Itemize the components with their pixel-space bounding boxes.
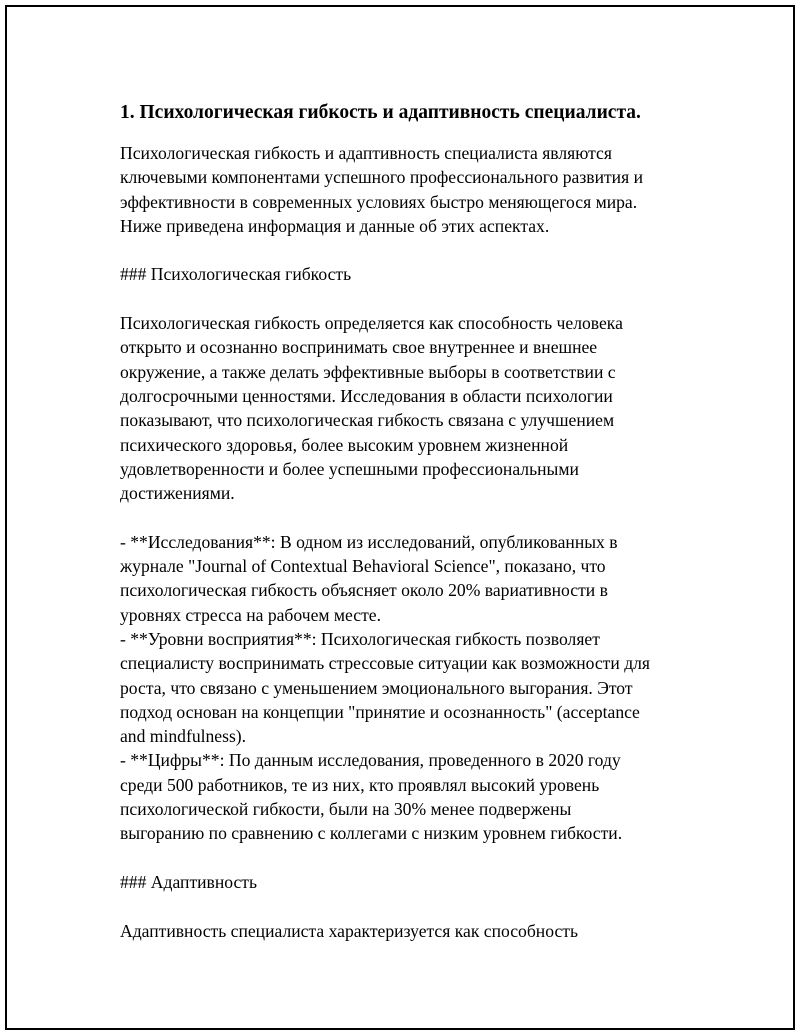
paragraph-line: долгосрочными ценностями. Исследования в области психологии	[120, 385, 613, 406]
paragraph-line: достижениями.	[120, 483, 235, 504]
intro-line: Ниже приведена информация и данные об этих аспектах.	[120, 215, 550, 236]
bullet-line: выгоранию по сравнению с коллегами с низким уровнем гибкости.	[120, 823, 623, 844]
document-body	[120, 99, 692, 943]
paragraph-line: открыто и осознанно воспринимать свое внутреннее и внешнее	[120, 337, 598, 358]
bullet-line: подход основан на концепции "принятие и осознанность" (acceptance	[120, 701, 640, 722]
bullet-line: роста, что связано с уменьшением эмоционального выгорания. Этот	[120, 677, 633, 698]
section-heading-text: ### Психологическая гибкость	[120, 264, 352, 285]
intro-line: Психологическая гибкость и адаптивность специалиста являются	[120, 143, 612, 163]
bullet-line: - **Цифры**: По данным исследования, проведенного в 2020 году	[120, 750, 621, 771]
bullet-line: специалисту воспринимать стрессовые ситуации как возможности для	[120, 653, 651, 674]
bullet-line: среди 500 работников, те из них, кто проявлял высокий уровень	[120, 774, 600, 795]
intro-paragraph	[120, 141, 692, 238]
paragraph-line: Адаптивность специалиста характеризуется как способность	[120, 920, 578, 941]
bullet-list	[120, 530, 692, 846]
paragraph-line: удовлетворенности и более успешными профессиональными	[120, 458, 579, 479]
bullet-line: уровнях стресса на рабочем месте.	[120, 604, 381, 625]
paragraph-line: показывают, что психологическая гибкость связана с улучшением	[120, 410, 615, 431]
paragraph-gap	[120, 505, 692, 529]
adaptivity-paragraph	[120, 919, 692, 943]
section-heading-adaptivity	[120, 870, 692, 894]
section-heading-text: ### Адаптивность	[120, 871, 258, 892]
paragraph-gap	[120, 287, 692, 311]
paragraph-line: окружение, а также делать эффективные выборы в соответствии с	[120, 361, 616, 382]
bullet-line: - **Уровни восприятия**: Психологическая гибкость позволяет	[120, 628, 600, 649]
intro-line: эффективности в современных условиях быстро меняющегося мира.	[120, 191, 638, 212]
paragraph-gap	[120, 238, 692, 262]
document-title: 1. Психологическая гибкость и адаптивность специалиста.	[120, 102, 641, 123]
section-heading-flexibility	[120, 262, 692, 286]
intro-line: ключевыми компонентами успешного профессионального развития и	[120, 167, 644, 188]
page-frame	[5, 5, 795, 1030]
flexibility-paragraph	[120, 311, 692, 505]
bullet-line: психологической гибкости, были на 30% менее подвержены	[120, 799, 572, 820]
bullet-line: психологическая гибкость объясняет около 20% вариативности в	[120, 580, 608, 601]
bullet-line: and mindfulness).	[120, 726, 247, 747]
bullet-line: журнале "Journal of Contextual Behavioral Science", показано, что	[120, 556, 606, 577]
bullet-line: - **Исследования**: В одном из исследований, опубликованных в	[120, 531, 618, 552]
paragraph-gap	[120, 894, 692, 918]
paragraph-line: психического здоровья, более высоким уровнем жизненной	[120, 434, 569, 455]
paragraph-line: Психологическая гибкость определяется как способность человека	[120, 313, 623, 334]
paragraph-gap	[120, 846, 692, 870]
